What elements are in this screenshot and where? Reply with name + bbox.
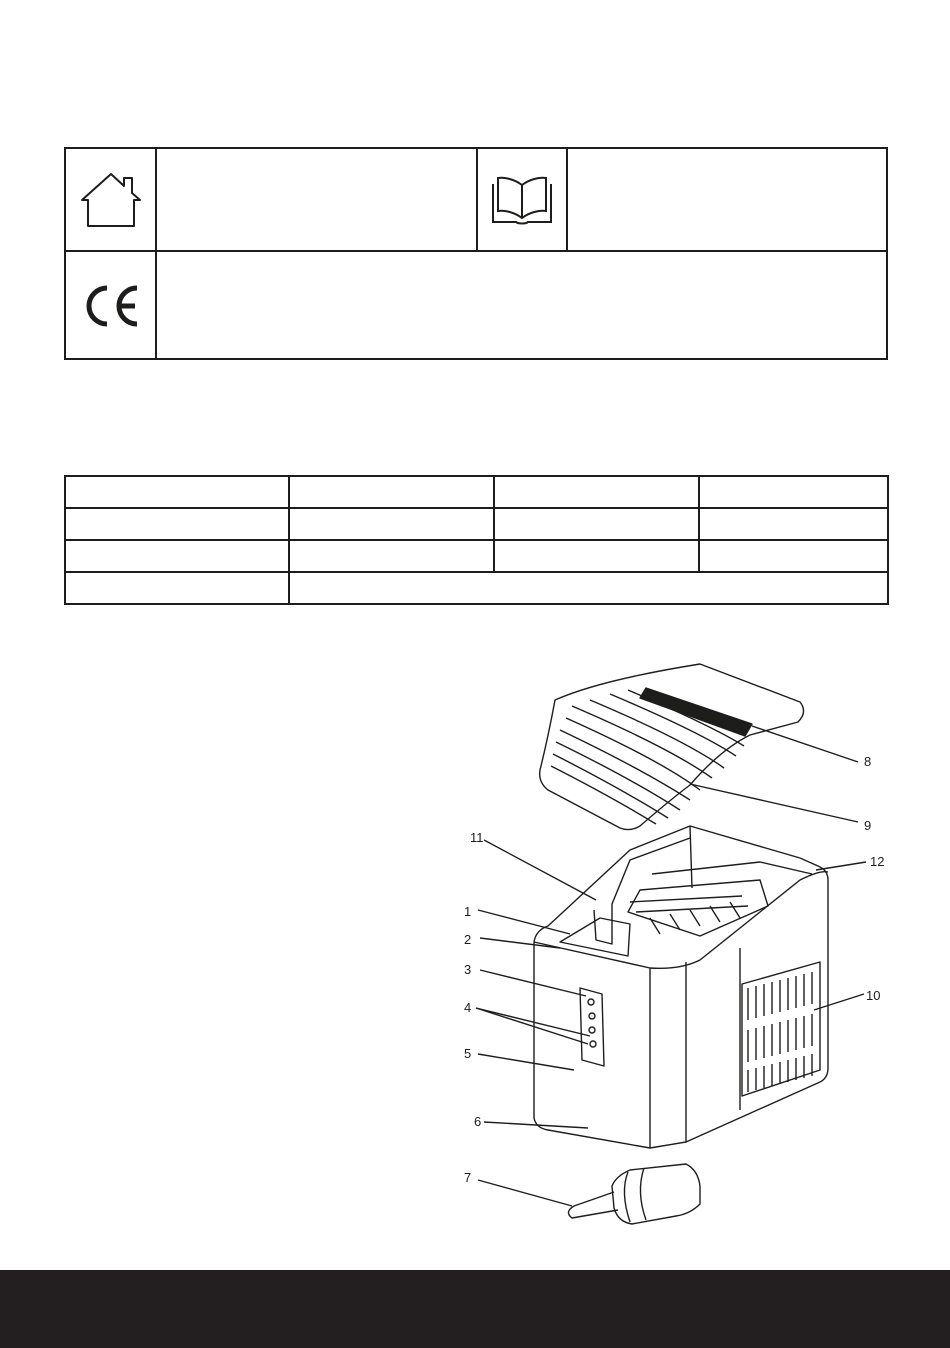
table-cell: [494, 540, 699, 572]
indoor-use-symbol-cell: [66, 149, 155, 250]
ce-text: [157, 252, 886, 360]
table-cell: [699, 508, 888, 540]
table-cell: [65, 476, 289, 508]
table-cell: [289, 572, 888, 604]
symbols-table: [64, 147, 888, 360]
spec-table: [64, 475, 889, 605]
read-manual-text: [568, 149, 886, 250]
table-row: [65, 540, 888, 572]
table-cell: [65, 508, 289, 540]
callout-label-6: 6: [474, 1114, 482, 1129]
callout-label-10: 10: [866, 988, 881, 1003]
table-cell: [494, 508, 699, 540]
table-cell: [289, 476, 494, 508]
callout-label-5: 5: [464, 1046, 472, 1061]
callout-label-4: 4: [464, 1000, 472, 1015]
lid-drawing: [540, 664, 804, 830]
table-cell: [699, 476, 888, 508]
read-manual-symbol-cell: [478, 149, 566, 250]
callout-label-9: 9: [864, 818, 872, 833]
ce-mark-icon: [79, 283, 143, 329]
table-cell: [65, 572, 289, 604]
callout-label-12: 12: [870, 854, 885, 869]
callout-label-2: 2: [464, 932, 472, 947]
indoor-use-text: [157, 149, 476, 250]
table-cell: [289, 508, 494, 540]
footer-bar: [0, 1270, 950, 1348]
table-cell: [289, 540, 494, 572]
table-cell: [65, 540, 289, 572]
ice-maker-parts-diagram: [420, 650, 900, 1240]
table-cell: [494, 476, 699, 508]
manual-book-icon: [490, 174, 554, 226]
callout-label-11: 11: [470, 830, 484, 845]
table-cell: [699, 540, 888, 572]
ice-maker-body-drawing: [534, 826, 828, 1148]
ce-symbol-cell: [66, 252, 155, 360]
table-row: [65, 508, 888, 540]
callout-label-3: 3: [464, 962, 472, 977]
house-icon: [78, 170, 144, 230]
callout-label-7: 7: [464, 1170, 472, 1185]
table-row: [65, 572, 888, 604]
callout-label-1: 1: [464, 904, 472, 919]
ice-scoop-drawing: [568, 1164, 700, 1224]
callout-label-8: 8: [864, 754, 872, 769]
table-row: [65, 476, 888, 508]
